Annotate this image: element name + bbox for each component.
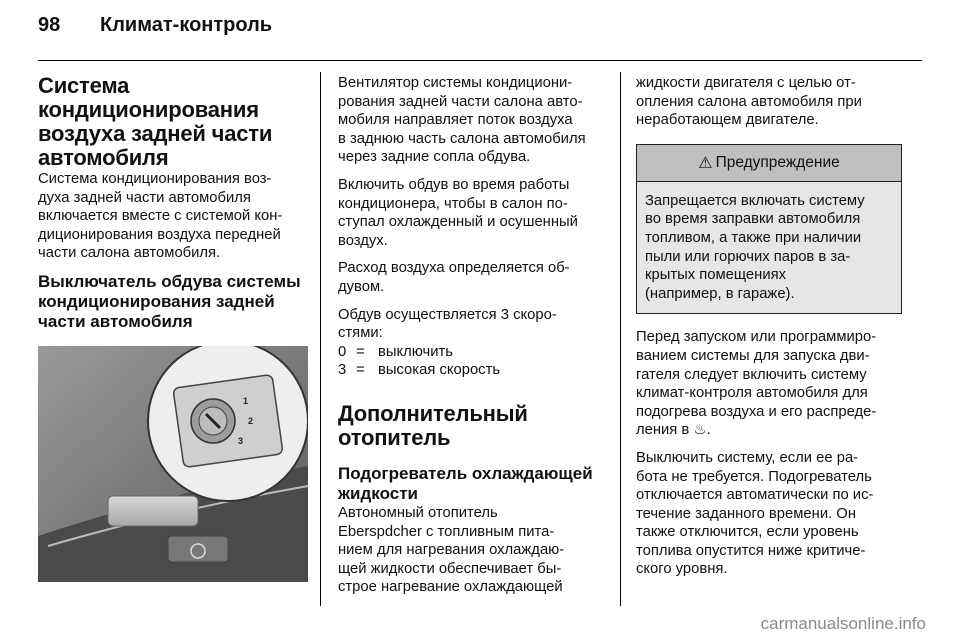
speed-value: выключить xyxy=(378,343,454,360)
speed-eq: = xyxy=(356,343,365,360)
warning-box xyxy=(636,144,902,315)
column-3 xyxy=(636,74,902,579)
coolant-heater-description: Автономный отопитель Eberspdcher с топливным пита- нием для нагревания охлаждаю- щей жидкости обеспечивает бы- строе нагревание охлаждающей xyxy=(338,504,565,596)
speed-row xyxy=(338,343,604,362)
start-instructions-end: . xyxy=(706,422,711,439)
start-instructions xyxy=(636,328,902,440)
rear-ac-description: Система кондиционирования воз- духа задней части автомобиля включается вместе с системой кон- диционирования воздуха передней части салона автомобиля. xyxy=(38,171,283,262)
speed-value: высокая скорость xyxy=(378,362,501,379)
heater-continuation: жидкости двигателя с целью от- опления салона автомобиля при неработающем двигателе. xyxy=(636,75,862,129)
warning-text: Запрещается включать систему во время заправки автомобиля топливом, а также при наличии пыли или горючих паров в за- крытых помещениях (например, в гараже). xyxy=(637,182,901,314)
column-divider-1 xyxy=(320,72,321,606)
header-rule xyxy=(38,60,922,61)
column-1 xyxy=(38,74,308,582)
start-instructions-text: Перед запуском или программиро- ванием системы для запуска дви- гателя следует включить систему климат-контроля автомобиля для подогрева воздуха и его распреде- ления в xyxy=(636,329,877,439)
watermark: carmanualsonline.info xyxy=(760,614,926,633)
speed-row xyxy=(338,361,604,380)
column-divider-2 xyxy=(620,72,621,606)
warning-title: Предупреждение xyxy=(715,153,840,171)
shutdown-instructions: Выключить систему, если ее ра- бота не требуется. Подогреватель отключается автоматически по ис- течение заданного времени. Он также отключится, если уровень топлива опустится ниже критиче- ского уровня. xyxy=(636,449,874,578)
figure-label-2: 2 xyxy=(248,415,254,426)
speed-eq: = xyxy=(356,362,365,379)
airflow-note: Расход воздуха определяется об- дувом. xyxy=(338,260,570,295)
figure-label-3: 3 xyxy=(238,435,244,446)
blower-switch-figure xyxy=(38,346,308,582)
speeds-intro: Обдув осуществляется 3 скоро- стями: xyxy=(338,306,557,342)
speed-list xyxy=(338,343,604,380)
column-2 xyxy=(338,74,604,597)
page-number: 98 xyxy=(38,14,61,36)
fan-usage: Включить обдув во время работы кондиционера, чтобы в салон по- ступал охлажденный и осушенный воздух. xyxy=(338,176,578,249)
blower-switch-illustration xyxy=(38,346,308,582)
fan-description: Вентилятор системы кондициони- рования задней части салона авто- мобиля направляет поток воздуха в заднюю часть салона автомобиля через задние сопла обдува. xyxy=(338,75,586,166)
subheading-coolant-heater: Подогреватель охлаждающей жидкости xyxy=(338,463,593,503)
speed-key: 0 xyxy=(338,343,347,360)
speed-key: 3 xyxy=(338,362,347,379)
subheading-blower-switch: Выключатель обдува системы кондиционирования задней части автомобиля xyxy=(38,271,301,331)
defrost-icon: ♨ xyxy=(693,422,707,439)
section-heading-rear-ac: Система кондиционирования воздуха задней части автомобиля xyxy=(38,73,273,170)
warning-header xyxy=(637,145,901,182)
warning-triangle-icon: ⚠ xyxy=(698,154,713,172)
page-title: Климат-контроль xyxy=(100,14,273,36)
section-heading-aux-heater: Дополнительный отопитель xyxy=(338,400,528,450)
figure-label-1: 1 xyxy=(243,395,249,406)
